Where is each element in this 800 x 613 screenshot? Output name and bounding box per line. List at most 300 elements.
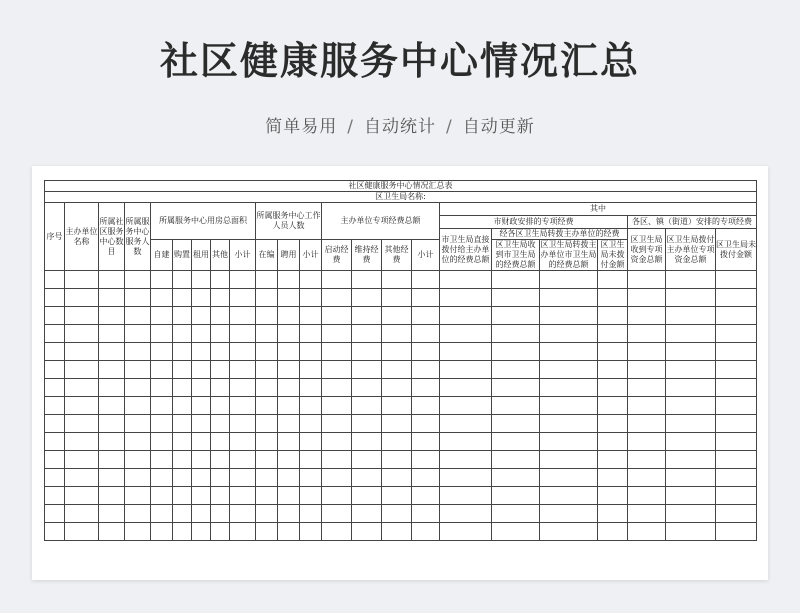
table-cell[interactable] bbox=[45, 307, 65, 325]
table-cell[interactable] bbox=[256, 289, 278, 307]
table-cell[interactable] bbox=[256, 523, 278, 541]
table-cell[interactable] bbox=[322, 433, 352, 451]
table-cell[interactable] bbox=[211, 379, 230, 397]
table-cell[interactable] bbox=[256, 487, 278, 505]
table-cell[interactable] bbox=[300, 271, 322, 289]
table-cell[interactable] bbox=[412, 271, 440, 289]
table-cell[interactable] bbox=[65, 397, 99, 415]
table-cell[interactable] bbox=[492, 379, 540, 397]
table-cell[interactable] bbox=[230, 361, 256, 379]
table-cell[interactable] bbox=[598, 307, 628, 325]
table-cell[interactable] bbox=[666, 505, 716, 523]
table-cell[interactable] bbox=[65, 271, 99, 289]
table-cell[interactable] bbox=[99, 379, 125, 397]
table-cell[interactable] bbox=[230, 271, 256, 289]
table-cell[interactable] bbox=[65, 307, 99, 325]
table-cell[interactable] bbox=[211, 343, 230, 361]
table-cell[interactable] bbox=[352, 361, 382, 379]
table-cell[interactable] bbox=[211, 469, 230, 487]
table-cell[interactable] bbox=[598, 289, 628, 307]
table-cell[interactable] bbox=[192, 397, 211, 415]
table-cell[interactable] bbox=[65, 433, 99, 451]
table-cell[interactable] bbox=[440, 523, 492, 541]
table-cell[interactable] bbox=[540, 379, 598, 397]
table-cell[interactable] bbox=[173, 469, 192, 487]
table-cell[interactable] bbox=[628, 523, 666, 541]
table-cell[interactable] bbox=[628, 271, 666, 289]
table-cell[interactable] bbox=[192, 487, 211, 505]
table-cell[interactable] bbox=[440, 343, 492, 361]
table-cell[interactable] bbox=[716, 523, 757, 541]
table-cell[interactable] bbox=[300, 325, 322, 343]
table-cell[interactable] bbox=[716, 307, 757, 325]
table-cell[interactable] bbox=[716, 451, 757, 469]
table-cell[interactable] bbox=[598, 469, 628, 487]
table-cell[interactable] bbox=[382, 433, 412, 451]
table-cell[interactable] bbox=[628, 289, 666, 307]
table-cell[interactable] bbox=[440, 325, 492, 343]
table-cell[interactable] bbox=[211, 325, 230, 343]
table-cell[interactable] bbox=[256, 505, 278, 523]
table-cell[interactable] bbox=[382, 379, 412, 397]
table-cell[interactable] bbox=[256, 469, 278, 487]
table-cell[interactable] bbox=[256, 433, 278, 451]
table-cell[interactable] bbox=[278, 487, 300, 505]
table-cell[interactable] bbox=[151, 397, 173, 415]
table-cell[interactable] bbox=[99, 469, 125, 487]
table-cell[interactable] bbox=[540, 307, 598, 325]
table-cell[interactable] bbox=[256, 343, 278, 361]
table-cell[interactable] bbox=[322, 289, 352, 307]
table-cell[interactable] bbox=[211, 433, 230, 451]
table-cell[interactable] bbox=[628, 343, 666, 361]
table-cell[interactable] bbox=[230, 487, 256, 505]
table-cell[interactable] bbox=[540, 433, 598, 451]
table-cell[interactable] bbox=[125, 397, 151, 415]
table-cell[interactable] bbox=[125, 523, 151, 541]
table-cell[interactable] bbox=[211, 523, 230, 541]
table-cell[interactable] bbox=[352, 451, 382, 469]
table-cell[interactable] bbox=[716, 343, 757, 361]
table-cell[interactable] bbox=[666, 469, 716, 487]
table-cell[interactable] bbox=[322, 469, 352, 487]
table-cell[interactable] bbox=[666, 433, 716, 451]
table-cell[interactable] bbox=[45, 451, 65, 469]
table-cell[interactable] bbox=[192, 415, 211, 433]
table-cell[interactable] bbox=[382, 415, 412, 433]
table-cell[interactable] bbox=[300, 469, 322, 487]
table-cell[interactable] bbox=[278, 415, 300, 433]
table-cell[interactable] bbox=[492, 289, 540, 307]
table-cell[interactable] bbox=[300, 415, 322, 433]
table-cell[interactable] bbox=[278, 523, 300, 541]
table-cell[interactable] bbox=[440, 487, 492, 505]
table-cell[interactable] bbox=[230, 433, 256, 451]
table-cell[interactable] bbox=[440, 361, 492, 379]
table-cell[interactable] bbox=[151, 451, 173, 469]
table-cell[interactable] bbox=[382, 451, 412, 469]
table-cell[interactable] bbox=[125, 487, 151, 505]
table-cell[interactable] bbox=[352, 289, 382, 307]
table-cell[interactable] bbox=[65, 415, 99, 433]
table-cell[interactable] bbox=[666, 307, 716, 325]
table-cell[interactable] bbox=[322, 361, 352, 379]
table-cell[interactable] bbox=[352, 469, 382, 487]
table-cell[interactable] bbox=[65, 523, 99, 541]
table-cell[interactable] bbox=[412, 433, 440, 451]
table-cell[interactable] bbox=[440, 379, 492, 397]
table-cell[interactable] bbox=[192, 361, 211, 379]
table-cell[interactable] bbox=[45, 469, 65, 487]
table-cell[interactable] bbox=[278, 433, 300, 451]
table-cell[interactable] bbox=[666, 523, 716, 541]
table-cell[interactable] bbox=[151, 289, 173, 307]
table-cell[interactable] bbox=[352, 415, 382, 433]
table-cell[interactable] bbox=[598, 415, 628, 433]
table-cell[interactable] bbox=[278, 469, 300, 487]
table-cell[interactable] bbox=[99, 415, 125, 433]
table-cell[interactable] bbox=[192, 289, 211, 307]
table-cell[interactable] bbox=[352, 433, 382, 451]
table-cell[interactable] bbox=[278, 505, 300, 523]
table-cell[interactable] bbox=[382, 307, 412, 325]
table-cell[interactable] bbox=[666, 379, 716, 397]
table-cell[interactable] bbox=[666, 487, 716, 505]
table-cell[interactable] bbox=[666, 271, 716, 289]
table-cell[interactable] bbox=[99, 523, 125, 541]
table-cell[interactable] bbox=[278, 361, 300, 379]
table-cell[interactable] bbox=[211, 361, 230, 379]
table-cell[interactable] bbox=[492, 505, 540, 523]
table-cell[interactable] bbox=[300, 379, 322, 397]
table-cell[interactable] bbox=[192, 523, 211, 541]
table-cell[interactable] bbox=[192, 433, 211, 451]
table-cell[interactable] bbox=[628, 433, 666, 451]
table-cell[interactable] bbox=[230, 469, 256, 487]
table-cell[interactable] bbox=[540, 415, 598, 433]
table-cell[interactable] bbox=[666, 397, 716, 415]
table-cell[interactable] bbox=[192, 325, 211, 343]
table-cell[interactable] bbox=[300, 343, 322, 361]
table-cell[interactable] bbox=[352, 487, 382, 505]
table-cell[interactable] bbox=[440, 271, 492, 289]
table-cell[interactable] bbox=[412, 487, 440, 505]
table-cell[interactable] bbox=[230, 505, 256, 523]
table-cell[interactable] bbox=[45, 379, 65, 397]
table-cell[interactable] bbox=[173, 487, 192, 505]
table-cell[interactable] bbox=[716, 433, 757, 451]
table-cell[interactable] bbox=[45, 487, 65, 505]
table-cell[interactable] bbox=[151, 361, 173, 379]
table-cell[interactable] bbox=[492, 361, 540, 379]
table-cell[interactable] bbox=[382, 523, 412, 541]
table-cell[interactable] bbox=[211, 415, 230, 433]
table-cell[interactable] bbox=[412, 469, 440, 487]
table-cell[interactable] bbox=[628, 307, 666, 325]
table-cell[interactable] bbox=[173, 415, 192, 433]
table-cell[interactable] bbox=[598, 487, 628, 505]
table-cell[interactable] bbox=[352, 505, 382, 523]
table-cell[interactable] bbox=[151, 487, 173, 505]
table-cell[interactable] bbox=[151, 379, 173, 397]
table-cell[interactable] bbox=[151, 415, 173, 433]
table-cell[interactable] bbox=[173, 397, 192, 415]
table-cell[interactable] bbox=[173, 271, 192, 289]
table-cell[interactable] bbox=[300, 505, 322, 523]
table-cell[interactable] bbox=[412, 397, 440, 415]
table-cell[interactable] bbox=[300, 289, 322, 307]
table-cell[interactable] bbox=[99, 505, 125, 523]
table-cell[interactable] bbox=[192, 343, 211, 361]
table-cell[interactable] bbox=[45, 523, 65, 541]
table-cell[interactable] bbox=[99, 271, 125, 289]
table-cell[interactable] bbox=[125, 415, 151, 433]
table-cell[interactable] bbox=[628, 397, 666, 415]
table-cell[interactable] bbox=[125, 379, 151, 397]
table-cell[interactable] bbox=[382, 397, 412, 415]
table-cell[interactable] bbox=[173, 451, 192, 469]
table-cell[interactable] bbox=[598, 397, 628, 415]
table-cell[interactable] bbox=[628, 325, 666, 343]
table-cell[interactable] bbox=[300, 523, 322, 541]
table-cell[interactable] bbox=[382, 469, 412, 487]
table-cell[interactable] bbox=[211, 451, 230, 469]
table-cell[interactable] bbox=[716, 271, 757, 289]
table-cell[interactable] bbox=[598, 325, 628, 343]
table-cell[interactable] bbox=[440, 433, 492, 451]
table-cell[interactable] bbox=[192, 469, 211, 487]
table-cell[interactable] bbox=[540, 361, 598, 379]
table-cell[interactable] bbox=[598, 433, 628, 451]
table-cell[interactable] bbox=[300, 487, 322, 505]
table-cell[interactable] bbox=[666, 343, 716, 361]
table-cell[interactable] bbox=[173, 289, 192, 307]
table-cell[interactable] bbox=[278, 451, 300, 469]
table-cell[interactable] bbox=[99, 487, 125, 505]
table-cell[interactable] bbox=[230, 379, 256, 397]
table-cell[interactable] bbox=[256, 451, 278, 469]
table-cell[interactable] bbox=[382, 343, 412, 361]
table-cell[interactable] bbox=[440, 469, 492, 487]
table-cell[interactable] bbox=[99, 343, 125, 361]
table-cell[interactable] bbox=[540, 523, 598, 541]
table-cell[interactable] bbox=[45, 271, 65, 289]
table-cell[interactable] bbox=[45, 433, 65, 451]
table-cell[interactable] bbox=[440, 307, 492, 325]
table-cell[interactable] bbox=[45, 289, 65, 307]
table-cell[interactable] bbox=[716, 379, 757, 397]
table-cell[interactable] bbox=[382, 361, 412, 379]
table-cell[interactable] bbox=[666, 361, 716, 379]
table-cell[interactable] bbox=[125, 469, 151, 487]
table-cell[interactable] bbox=[492, 433, 540, 451]
table-cell[interactable] bbox=[278, 379, 300, 397]
table-cell[interactable] bbox=[151, 271, 173, 289]
table-cell[interactable] bbox=[322, 397, 352, 415]
table-cell[interactable] bbox=[173, 307, 192, 325]
table-cell[interactable] bbox=[300, 451, 322, 469]
table-cell[interactable] bbox=[45, 505, 65, 523]
table-cell[interactable] bbox=[300, 361, 322, 379]
table-cell[interactable] bbox=[230, 523, 256, 541]
table-cell[interactable] bbox=[125, 361, 151, 379]
table-cell[interactable] bbox=[65, 289, 99, 307]
table-cell[interactable] bbox=[173, 325, 192, 343]
table-cell[interactable] bbox=[256, 361, 278, 379]
table-cell[interactable] bbox=[211, 307, 230, 325]
table-cell[interactable] bbox=[628, 451, 666, 469]
table-cell[interactable] bbox=[492, 469, 540, 487]
table-cell[interactable] bbox=[192, 307, 211, 325]
table-cell[interactable] bbox=[125, 451, 151, 469]
table-cell[interactable] bbox=[716, 325, 757, 343]
table-cell[interactable] bbox=[151, 469, 173, 487]
table-cell[interactable] bbox=[352, 523, 382, 541]
table-cell[interactable] bbox=[412, 361, 440, 379]
table-cell[interactable] bbox=[300, 433, 322, 451]
table-cell[interactable] bbox=[65, 487, 99, 505]
table-cell[interactable] bbox=[192, 451, 211, 469]
table-cell[interactable] bbox=[256, 271, 278, 289]
table-cell[interactable] bbox=[151, 433, 173, 451]
table-cell[interactable] bbox=[256, 307, 278, 325]
table-cell[interactable] bbox=[65, 325, 99, 343]
table-cell[interactable] bbox=[716, 415, 757, 433]
table-cell[interactable] bbox=[716, 397, 757, 415]
table-cell[interactable] bbox=[45, 397, 65, 415]
table-cell[interactable] bbox=[322, 505, 352, 523]
table-cell[interactable] bbox=[540, 505, 598, 523]
table-cell[interactable] bbox=[440, 505, 492, 523]
table-cell[interactable] bbox=[65, 343, 99, 361]
table-cell[interactable] bbox=[192, 271, 211, 289]
table-cell[interactable] bbox=[412, 289, 440, 307]
table-cell[interactable] bbox=[322, 451, 352, 469]
table-cell[interactable] bbox=[440, 289, 492, 307]
table-cell[interactable] bbox=[230, 397, 256, 415]
table-cell[interactable] bbox=[716, 487, 757, 505]
table-cell[interactable] bbox=[440, 397, 492, 415]
table-cell[interactable] bbox=[65, 451, 99, 469]
table-cell[interactable] bbox=[125, 271, 151, 289]
table-cell[interactable] bbox=[151, 307, 173, 325]
table-cell[interactable] bbox=[352, 307, 382, 325]
table-cell[interactable] bbox=[628, 379, 666, 397]
table-cell[interactable] bbox=[278, 325, 300, 343]
table-cell[interactable] bbox=[211, 397, 230, 415]
table-cell[interactable] bbox=[322, 325, 352, 343]
table-cell[interactable] bbox=[598, 523, 628, 541]
table-cell[interactable] bbox=[256, 379, 278, 397]
table-cell[interactable] bbox=[211, 487, 230, 505]
table-cell[interactable] bbox=[151, 343, 173, 361]
table-cell[interactable] bbox=[598, 361, 628, 379]
table-cell[interactable] bbox=[322, 307, 352, 325]
table-cell[interactable] bbox=[125, 433, 151, 451]
table-cell[interactable] bbox=[99, 451, 125, 469]
table-cell[interactable] bbox=[352, 379, 382, 397]
table-cell[interactable] bbox=[45, 361, 65, 379]
table-cell[interactable] bbox=[382, 505, 412, 523]
table-cell[interactable] bbox=[716, 361, 757, 379]
table-cell[interactable] bbox=[628, 505, 666, 523]
table-cell[interactable] bbox=[230, 307, 256, 325]
table-cell[interactable] bbox=[412, 523, 440, 541]
table-cell[interactable] bbox=[65, 469, 99, 487]
table-cell[interactable] bbox=[382, 325, 412, 343]
table-cell[interactable] bbox=[45, 415, 65, 433]
table-cell[interactable] bbox=[99, 361, 125, 379]
table-cell[interactable] bbox=[492, 451, 540, 469]
table-cell[interactable] bbox=[45, 343, 65, 361]
table-cell[interactable] bbox=[412, 343, 440, 361]
table-cell[interactable] bbox=[492, 307, 540, 325]
table-cell[interactable] bbox=[412, 325, 440, 343]
table-cell[interactable] bbox=[492, 343, 540, 361]
table-cell[interactable] bbox=[492, 325, 540, 343]
table-cell[interactable] bbox=[151, 505, 173, 523]
table-cell[interactable] bbox=[322, 343, 352, 361]
table-cell[interactable] bbox=[125, 343, 151, 361]
table-cell[interactable] bbox=[211, 289, 230, 307]
table-cell[interactable] bbox=[540, 325, 598, 343]
table-cell[interactable] bbox=[598, 271, 628, 289]
table-cell[interactable] bbox=[716, 505, 757, 523]
table-cell[interactable] bbox=[125, 307, 151, 325]
table-cell[interactable] bbox=[278, 343, 300, 361]
table-cell[interactable] bbox=[99, 289, 125, 307]
table-cell[interactable] bbox=[352, 343, 382, 361]
table-cell[interactable] bbox=[412, 307, 440, 325]
table-cell[interactable] bbox=[173, 379, 192, 397]
table-cell[interactable] bbox=[300, 307, 322, 325]
table-cell[interactable] bbox=[412, 505, 440, 523]
table-cell[interactable] bbox=[492, 397, 540, 415]
table-cell[interactable] bbox=[173, 343, 192, 361]
table-cell[interactable] bbox=[412, 379, 440, 397]
table-cell[interactable] bbox=[492, 415, 540, 433]
table-cell[interactable] bbox=[322, 271, 352, 289]
table-cell[interactable] bbox=[173, 361, 192, 379]
table-cell[interactable] bbox=[666, 415, 716, 433]
table-cell[interactable] bbox=[352, 325, 382, 343]
table-cell[interactable] bbox=[540, 397, 598, 415]
table-cell[interactable] bbox=[125, 289, 151, 307]
table-cell[interactable] bbox=[322, 523, 352, 541]
table-cell[interactable] bbox=[598, 343, 628, 361]
table-cell[interactable] bbox=[628, 361, 666, 379]
table-cell[interactable] bbox=[666, 325, 716, 343]
table-cell[interactable] bbox=[173, 523, 192, 541]
table-cell[interactable] bbox=[256, 397, 278, 415]
table-cell[interactable] bbox=[278, 289, 300, 307]
table-cell[interactable] bbox=[192, 505, 211, 523]
table-cell[interactable] bbox=[151, 325, 173, 343]
table-cell[interactable] bbox=[382, 289, 412, 307]
table-cell[interactable] bbox=[540, 451, 598, 469]
table-cell[interactable] bbox=[412, 415, 440, 433]
table-cell[interactable] bbox=[598, 379, 628, 397]
table-cell[interactable] bbox=[230, 325, 256, 343]
table-cell[interactable] bbox=[540, 487, 598, 505]
table-cell[interactable] bbox=[492, 271, 540, 289]
table-cell[interactable] bbox=[666, 451, 716, 469]
table-cell[interactable] bbox=[151, 523, 173, 541]
table-cell[interactable] bbox=[45, 325, 65, 343]
table-cell[interactable] bbox=[628, 487, 666, 505]
table-cell[interactable] bbox=[211, 505, 230, 523]
table-cell[interactable] bbox=[99, 433, 125, 451]
